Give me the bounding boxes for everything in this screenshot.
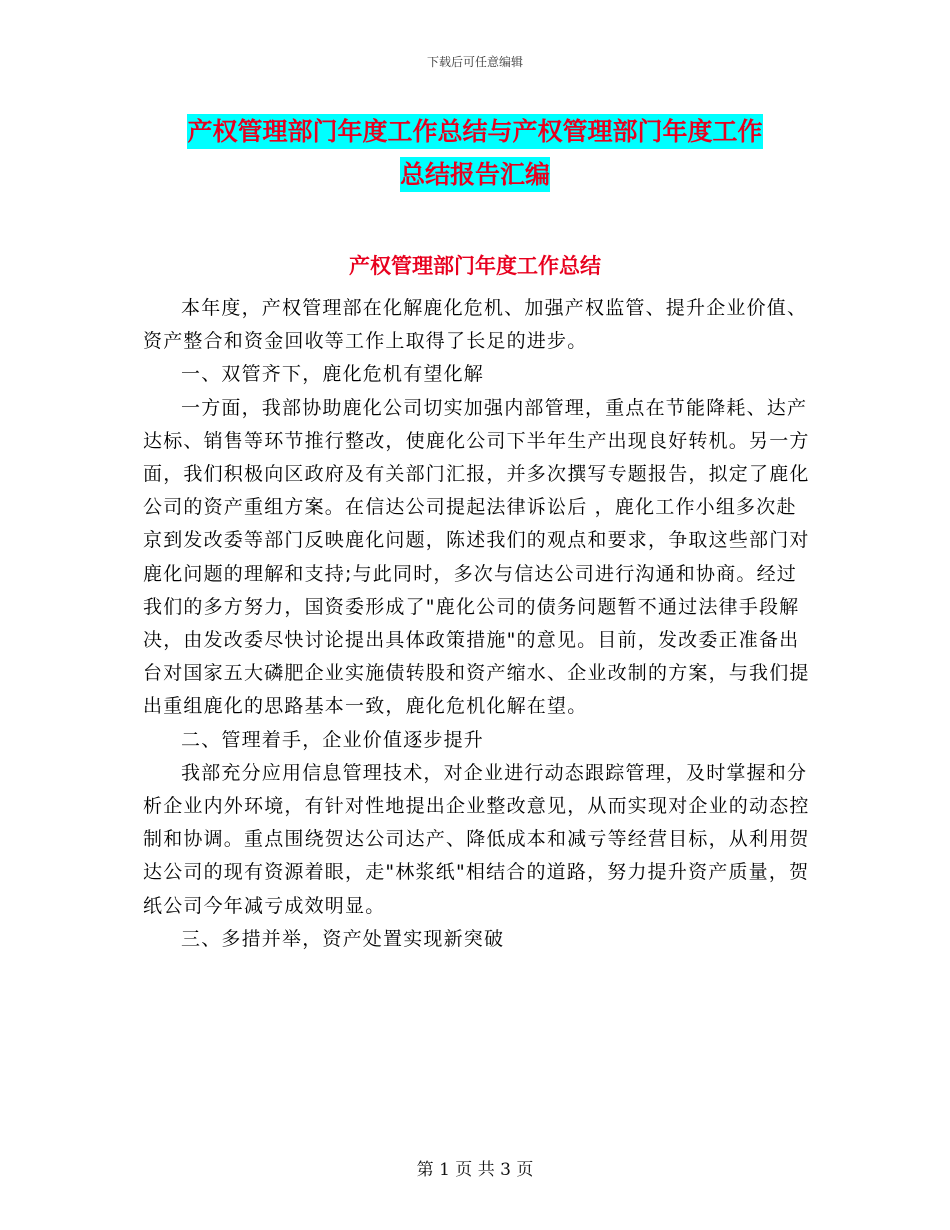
title-highlight-2: 总结报告汇编 (400, 157, 550, 192)
title-highlight-1: 产权管理部门年度工作总结与产权管理部门年度工作 (187, 114, 762, 149)
page-header: 下载后可任意编辑 (426, 55, 523, 69)
document-title-line-1 (0, 112, 950, 148)
section-title: 产权管理部门年度工作总结 (349, 254, 601, 278)
document-body (143, 292, 815, 956)
heading-1: 一、双管齐下，鹿化危机有望化解 (181, 363, 485, 386)
heading-3: 三、多措并举，资产处置实现新突破 (181, 927, 505, 950)
paragraph-intro: 本年度，产权管理部在化解鹿化危机、加强产权监管、提升企业价值、资产整合和资金回收等工作上取得了长足的进步。 (143, 297, 808, 353)
document-title-line-2 (0, 155, 950, 191)
paragraph-2: 我部充分应用信息管理技术，对企业进行动态跟踪管理，及时掌握和分析企业内外环境，有针对性地提出企业整改意见，从而实现对企业的动态控制和协调。重点围绕贺达公司达产、降低成本和减亏等经营目标，从利用贺达公司的现有资源着眼，走"林浆纸"相结合的道路，努力提升资产质量，贺纸公司今年减亏成效明显。 (143, 761, 810, 917)
heading-2: 二、管理着手，企业价值逐步提升 (181, 728, 485, 751)
paragraph-1: 一方面，我部协助鹿化公司切实加强内部管理，重点在节能降耗、达产达标、销售等环节推行整改，使鹿化公司下半年生产出现良好转机。另一方面，我们积极向区政府及有关部门汇报，并多次撰写专题报告，拟定了鹿化公司的资产重组方案。在信达公司提起法律诉讼后 ，鹿化工作小组多次赴京到发改委等部门反映鹿化问题，陈述我们的观点和要求，争取这些部门对鹿化问题的理解和支持;与此同时，多次与信达公司进行沟通和协商。经过我们的多方努力，国资委形成了"鹿化公司的债务问题暂不通过法律手段解决，由发改委尽快讨论提出具体政策措施"的意见。目前，发改委正准备出台对国家五大磷肥企业实施债转股和资产缩水、企业改制的方案，与我们提出重组鹿化的思路基本一致，鹿化危机化解在望。 (143, 396, 810, 718)
page-footer: 第 1 页 共 3 页 (416, 1160, 534, 1180)
